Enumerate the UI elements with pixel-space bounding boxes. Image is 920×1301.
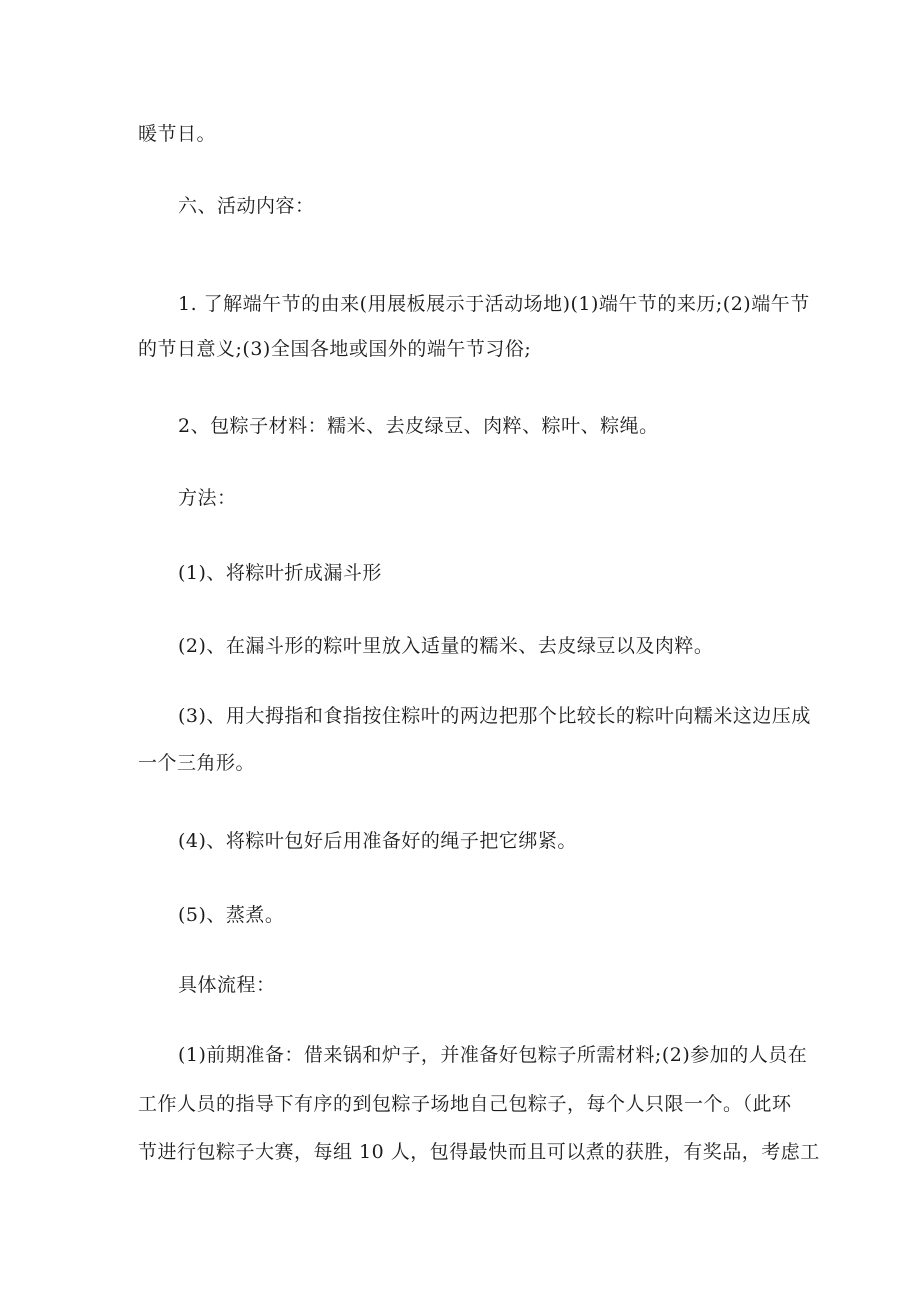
text-line: (1)、将粽叶折成漏斗形: [178, 562, 382, 584]
text-line: (1)前期准备：借来锅和炉子，并准备好包粽子所需材料;(2)参加的人员在: [178, 1044, 808, 1066]
text-line: (2)、在漏斗形的粽叶里放入适量的糯米、去皮绿豆以及肉粹。: [178, 635, 714, 657]
text-line: (5)、蒸煮。: [178, 904, 285, 926]
text-line: 1. 了解端午节的由来(用展板展示于活动场地)(1)端午节的来历;(2)端午节: [178, 293, 810, 315]
text-line: 暖节日。: [138, 123, 217, 145]
section-heading: 六、活动内容：: [178, 195, 315, 217]
text-line: 2、包粽子材料：糯米、去皮绿豆、肉粹、粽叶、粽绳。: [178, 415, 659, 437]
text-line: 具体流程：: [178, 974, 276, 996]
text-line: 一个三角形。: [138, 752, 256, 774]
text-line: 方法：: [178, 487, 237, 509]
text-line: 节进行包粽子大赛，每组 10 人，包得最快而且可以煮的获胜，有奖品，考虑工: [138, 1141, 820, 1163]
text-line: 工作人员的指导下有序的到包粽子场地自己包粽子，每个人只限一个。（此环: [138, 1093, 792, 1115]
text-line: (4)、将粽叶包好后用准备好的绳子把它绑紧。: [178, 830, 577, 852]
text-line: (3)、用大拇指和食指按住粽叶的两边把那个比较长的粽叶向糯米这边压成: [178, 705, 811, 727]
text-line: 的节日意义;(3)全国各地或国外的端午节习俗;: [138, 338, 532, 360]
